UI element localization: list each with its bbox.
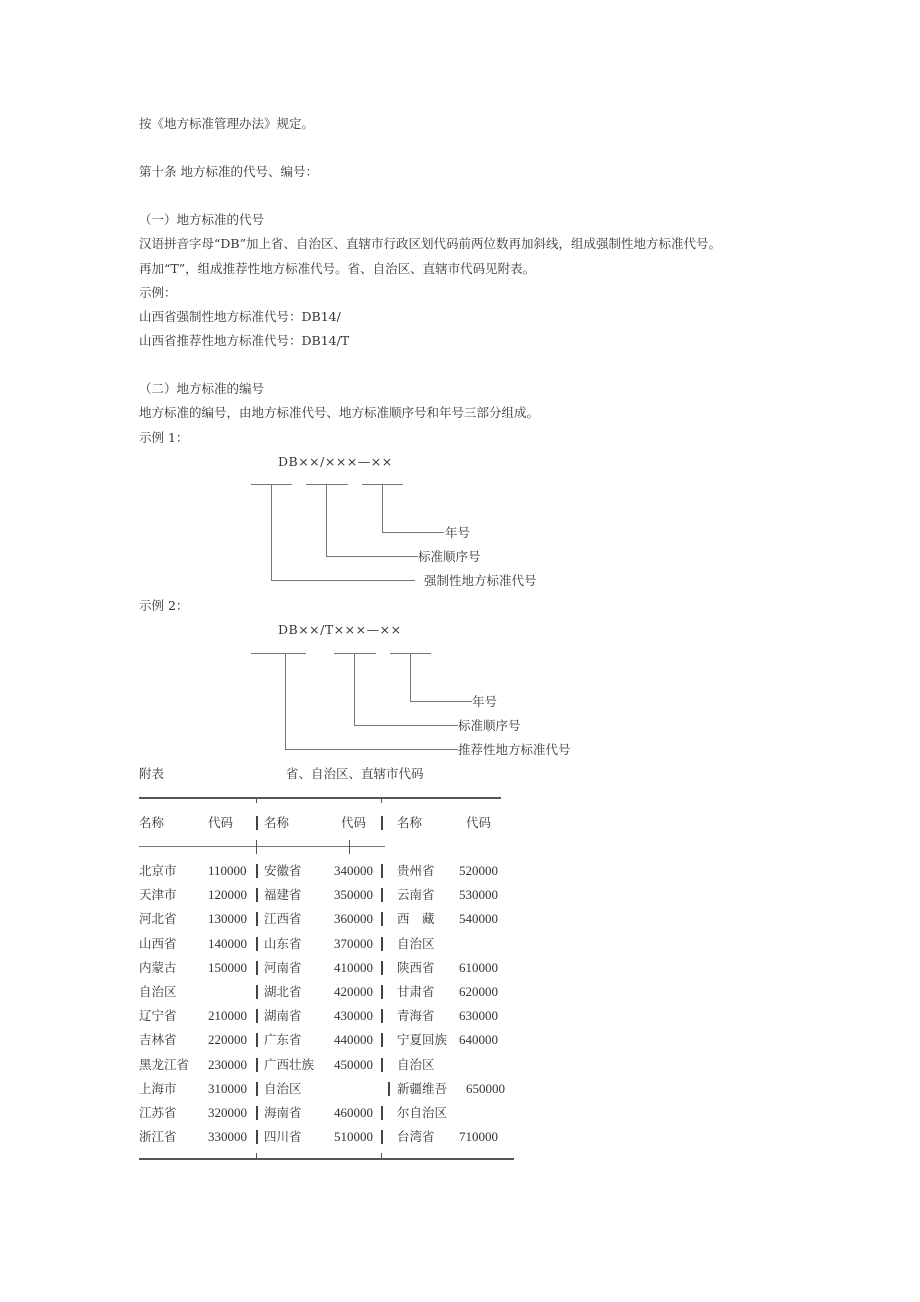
- column-separator: [381, 888, 383, 902]
- cell-code: 330000: [208, 1129, 247, 1144]
- column-separator: [381, 1106, 383, 1120]
- cell-name: 自治区: [397, 936, 435, 951]
- leader-code: [285, 749, 458, 750]
- top-tick: [381, 797, 382, 803]
- column-separator: [256, 1130, 258, 1144]
- column-separator: [381, 864, 383, 878]
- example1-code: DB××/×××—××: [278, 454, 393, 469]
- cell-name: 云南省: [397, 887, 435, 902]
- cell-code: 610000: [459, 960, 498, 975]
- cell-name: 山西省: [139, 936, 177, 951]
- label-code: 推荐性地方标准代号: [458, 742, 571, 757]
- cell-name: 广东省: [264, 1032, 302, 1047]
- column-separator: [381, 1009, 383, 1023]
- label-year: 年号: [445, 525, 471, 540]
- section1-para-line2: 再加“T”，组成推荐性地方标准代号。省、自治区、直辖市代码见附表。: [139, 261, 536, 276]
- cell-code: 530000: [459, 887, 498, 902]
- cell-name: 湖北省: [264, 984, 302, 999]
- label-year: 年号: [472, 694, 498, 709]
- leader-sequence: [354, 725, 458, 726]
- cell-code: 440000: [334, 1032, 373, 1047]
- stem-year: [410, 653, 411, 701]
- cell-name: 山东省: [264, 936, 302, 951]
- stem-code: [285, 653, 286, 749]
- cell-code: 350000: [334, 887, 373, 902]
- intro-text: 按《地方标准管理办法》规定。: [139, 116, 315, 131]
- cell-name: 台湾省: [397, 1129, 435, 1144]
- leader-year: [410, 701, 472, 702]
- cell-name: 江西省: [264, 911, 302, 926]
- example1-label: 示例 1：: [139, 430, 189, 445]
- cell-code: 510000: [334, 1129, 373, 1144]
- example2-code: DB××/T×××—××: [278, 622, 402, 637]
- bracket-sequence: [334, 653, 376, 654]
- cell-name: 新疆维吾: [397, 1081, 448, 1096]
- cell-code: 120000: [208, 887, 247, 902]
- cell-code: 360000: [334, 911, 373, 926]
- bottom-tick: [381, 1153, 382, 1159]
- cell-code: 460000: [334, 1105, 373, 1120]
- cell-name: 陕西省: [397, 960, 435, 975]
- cell-name: 自治区: [139, 984, 177, 999]
- column-separator: [256, 1106, 258, 1120]
- bracket-sequence: [306, 484, 348, 485]
- column-separator: [256, 985, 258, 999]
- column-header: 名称: [139, 815, 165, 830]
- cell-name: 自治区: [264, 1081, 302, 1096]
- header-cross: [349, 840, 350, 854]
- cell-code: 630000: [459, 1008, 498, 1023]
- stem-year: [382, 484, 383, 532]
- table-bottom-rule: [139, 1158, 514, 1160]
- top-tick: [256, 797, 257, 803]
- cell-name: 西 藏: [397, 911, 435, 926]
- label-sequence: 标准顺序号: [458, 718, 521, 733]
- column-separator: [381, 937, 383, 951]
- cell-name: 黑龙江省: [139, 1057, 190, 1072]
- column-separator: [256, 1033, 258, 1047]
- cell-name: 安徽省: [264, 863, 302, 878]
- cell-code: 410000: [334, 960, 373, 975]
- cell-name: 浙江省: [139, 1129, 177, 1144]
- column-separator: [256, 888, 258, 902]
- header-cross: [256, 840, 257, 854]
- cell-code: 140000: [208, 936, 247, 951]
- cell-name: 青海省: [397, 1008, 435, 1023]
- cell-name: 尔自治区: [397, 1105, 448, 1120]
- column-separator: [256, 864, 258, 878]
- column-header: 代码: [341, 815, 367, 830]
- cell-name: 北京市: [139, 863, 177, 878]
- cell-code: 130000: [208, 911, 247, 926]
- cell-code: 450000: [334, 1057, 373, 1072]
- cell-name: 甘肃省: [397, 984, 435, 999]
- cell-code: 340000: [334, 863, 373, 878]
- cell-name: 上海市: [139, 1081, 177, 1096]
- appendix-label: 附表: [139, 766, 165, 781]
- example-mandatory-code: 山西省强制性地方标准代号：DB14/: [139, 309, 341, 324]
- leader-sequence: [326, 556, 418, 557]
- section1-para-line1: 汉语拼音字母“DB”加上省、自治区、直辖市行政区划代码前两位数再加斜线，组成强制性地方标准代号。: [139, 236, 721, 251]
- cell-code: 430000: [334, 1008, 373, 1023]
- section1-example-label: 示例：: [139, 285, 177, 300]
- cell-name: 自治区: [397, 1057, 435, 1072]
- cell-code: 540000: [459, 911, 498, 926]
- column-separator: [256, 912, 258, 926]
- cell-code: 520000: [459, 863, 498, 878]
- section2-heading: （二）地方标准的编号: [139, 381, 265, 396]
- cell-name: 贵州省: [397, 863, 435, 878]
- column-header: 代码: [466, 815, 492, 830]
- stem-sequence: [354, 653, 355, 725]
- column-separator: [381, 1130, 383, 1144]
- article-title: 第十条 地方标准的代号、编号：: [139, 164, 318, 179]
- cell-code: 310000: [208, 1081, 247, 1096]
- cell-code: 370000: [334, 936, 373, 951]
- column-separator: [256, 1082, 258, 1096]
- cell-code: 150000: [208, 960, 247, 975]
- column-separator: [381, 1033, 383, 1047]
- cell-code: 710000: [459, 1129, 498, 1144]
- stem-code: [271, 484, 272, 580]
- label-sequence: 标准顺序号: [418, 549, 481, 564]
- cell-name: 吉林省: [139, 1032, 177, 1047]
- column-separator: [381, 961, 383, 975]
- leader-code: [271, 580, 415, 581]
- column-separator: [381, 912, 383, 926]
- section1-heading: （一）地方标准的代号: [139, 212, 265, 227]
- column-separator: [381, 985, 383, 999]
- stem-sequence: [326, 484, 327, 556]
- appendix-title: 省、自治区、直辖市代码: [286, 766, 424, 781]
- column-header: 代码: [208, 815, 234, 830]
- column-separator: [256, 961, 258, 975]
- cell-name: 江苏省: [139, 1105, 177, 1120]
- cell-code: 640000: [459, 1032, 498, 1047]
- column-separator: [256, 1009, 258, 1023]
- cell-code: 230000: [208, 1057, 247, 1072]
- cell-code: 210000: [208, 1008, 247, 1023]
- column-separator: [256, 1058, 258, 1072]
- cell-code: 220000: [208, 1032, 247, 1047]
- section2-para: 地方标准的编号，由地方标准代号、地方标准顺序号和年号三部分组成。: [139, 405, 540, 420]
- cell-name: 湖南省: [264, 1008, 302, 1023]
- cell-code: 420000: [334, 984, 373, 999]
- cell-code: 620000: [459, 984, 498, 999]
- example2-label: 示例 2：: [139, 598, 189, 613]
- column-separator: [388, 1082, 390, 1096]
- cell-code: 650000: [466, 1081, 505, 1096]
- example-recommended-code: 山西省推荐性地方标准代号：DB14/T: [139, 333, 350, 348]
- cell-name: 宁夏回族: [397, 1032, 448, 1047]
- bracket-code: [251, 653, 306, 654]
- leader-year: [382, 532, 444, 533]
- bottom-tick: [256, 1153, 257, 1159]
- column-header: 名称: [264, 815, 290, 830]
- column-header: 名称: [397, 815, 423, 830]
- cell-name: 内蒙古: [139, 960, 177, 975]
- cell-name: 海南省: [264, 1105, 302, 1120]
- cell-name: 福建省: [264, 887, 302, 902]
- cell-code: 320000: [208, 1105, 247, 1120]
- cell-name: 四川省: [264, 1129, 302, 1144]
- column-separator: [256, 816, 258, 830]
- column-separator: [381, 1058, 383, 1072]
- cell-name: 天津市: [139, 887, 177, 902]
- cell-name: 辽宁省: [139, 1008, 177, 1023]
- column-separator: [256, 937, 258, 951]
- cell-name: 河南省: [264, 960, 302, 975]
- table-top-rule: [139, 797, 501, 799]
- cell-name: 河北省: [139, 911, 177, 926]
- column-separator: [381, 816, 383, 830]
- label-code: 强制性地方标准代号: [424, 573, 537, 588]
- cell-name: 广西壮族: [264, 1057, 315, 1072]
- cell-code: 110000: [208, 863, 247, 878]
